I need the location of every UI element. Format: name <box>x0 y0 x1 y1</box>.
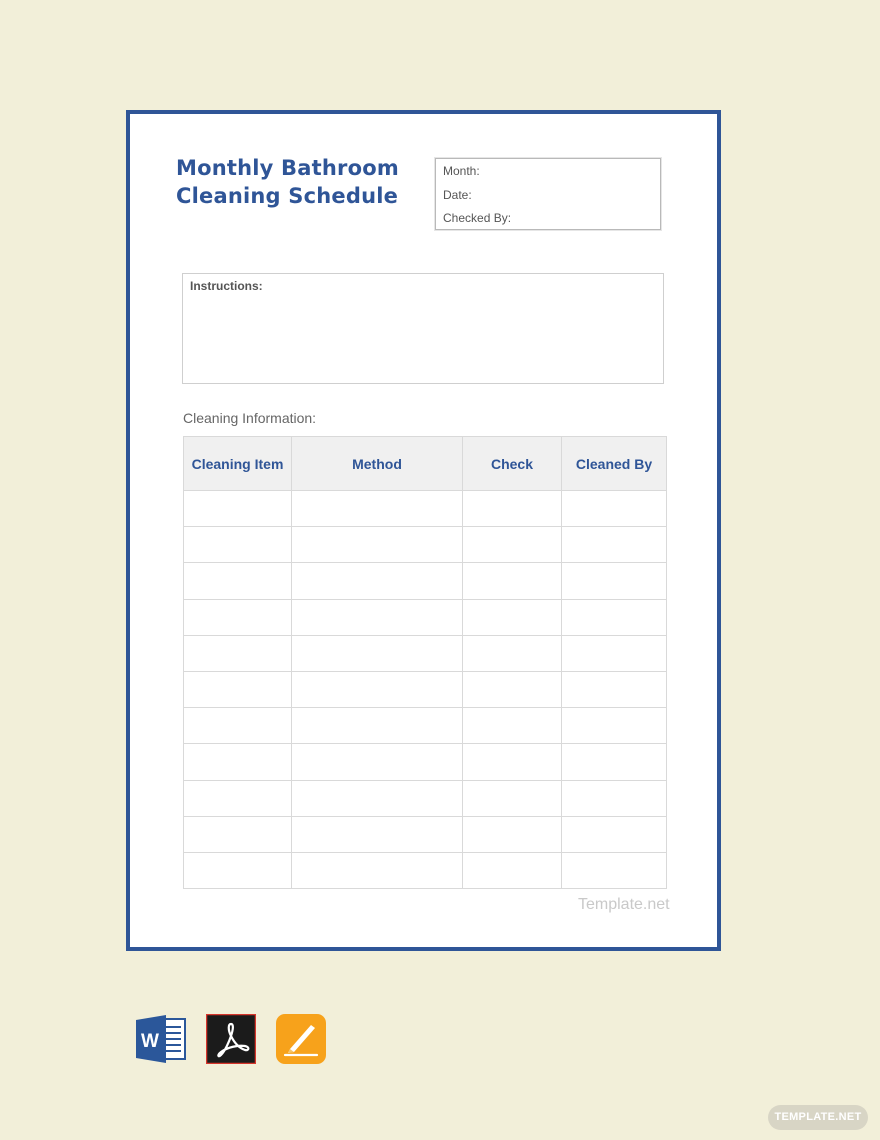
table-cell[interactable] <box>292 708 463 744</box>
table-cell[interactable] <box>184 671 292 707</box>
table-body <box>184 491 667 889</box>
date-label: Date: <box>443 187 472 202</box>
table-cell[interactable] <box>562 816 667 852</box>
table-cell[interactable] <box>463 635 562 671</box>
table-row <box>184 635 667 671</box>
table-cell[interactable] <box>292 780 463 816</box>
table-row <box>184 599 667 635</box>
template-net-badge[interactable]: TEMPLATE.NET <box>768 1105 868 1130</box>
table-cell[interactable] <box>562 671 667 707</box>
table-cell[interactable] <box>562 744 667 780</box>
word-letter: W <box>141 1031 159 1052</box>
table-row <box>184 816 667 852</box>
acrobat-pdf-icon[interactable] <box>206 1014 256 1064</box>
table-cell[interactable] <box>463 491 562 527</box>
table-cell[interactable] <box>292 635 463 671</box>
table-row <box>184 527 667 563</box>
table-cell[interactable] <box>292 527 463 563</box>
instructions-label: Instructions: <box>190 279 263 293</box>
header-method: Method <box>292 437 463 491</box>
table-cell[interactable] <box>562 527 667 563</box>
document-page <box>126 110 721 951</box>
table-cell[interactable] <box>184 708 292 744</box>
table-cell[interactable] <box>292 671 463 707</box>
table-cell[interactable] <box>463 671 562 707</box>
table-cell[interactable] <box>463 816 562 852</box>
title-line-1: Monthly Bathroom <box>176 156 399 180</box>
header-cleaned-by: Cleaned By <box>562 437 667 491</box>
table-cell[interactable] <box>463 527 562 563</box>
table-row <box>184 491 667 527</box>
header-check: Check <box>463 437 562 491</box>
table-cell[interactable] <box>184 491 292 527</box>
table-cell[interactable] <box>184 527 292 563</box>
table-cell[interactable] <box>184 563 292 599</box>
table-row <box>184 852 667 888</box>
table-cell[interactable] <box>562 599 667 635</box>
table-cell[interactable] <box>463 744 562 780</box>
table-cell[interactable] <box>292 491 463 527</box>
cleaning-info-label: Cleaning Information: <box>183 410 317 426</box>
table-row <box>184 780 667 816</box>
table-cell[interactable] <box>463 852 562 888</box>
apple-pages-icon[interactable] <box>276 1014 326 1064</box>
table-cell[interactable] <box>292 852 463 888</box>
table-row <box>184 671 667 707</box>
watermark: Template.net <box>578 896 670 913</box>
table-header-row <box>184 437 667 491</box>
table-cell[interactable] <box>184 635 292 671</box>
instructions-box <box>182 273 664 384</box>
table-cell[interactable] <box>562 780 667 816</box>
month-label: Month: <box>443 164 480 178</box>
table-cell[interactable] <box>562 563 667 599</box>
page-title <box>176 154 399 210</box>
table-cell[interactable] <box>184 599 292 635</box>
word-icon[interactable] <box>136 1014 186 1064</box>
table-cell[interactable] <box>292 563 463 599</box>
table-cell[interactable] <box>463 780 562 816</box>
table-cell[interactable] <box>463 708 562 744</box>
table-cell[interactable] <box>562 635 667 671</box>
title-line-2: Cleaning Schedule <box>176 184 399 208</box>
meta-info-box <box>435 158 661 230</box>
table-cell[interactable] <box>292 816 463 852</box>
table-cell[interactable] <box>292 599 463 635</box>
table-cell[interactable] <box>184 744 292 780</box>
header-cleaning-item: Cleaning Item <box>184 437 292 491</box>
table-cell[interactable] <box>292 744 463 780</box>
table-row <box>184 744 667 780</box>
table-cell[interactable] <box>562 852 667 888</box>
checked-by-label: Checked By: <box>443 211 512 225</box>
table-cell[interactable] <box>184 816 292 852</box>
table-row <box>184 563 667 599</box>
table-cell[interactable] <box>463 599 562 635</box>
table-cell[interactable] <box>562 491 667 527</box>
table-cell[interactable] <box>184 852 292 888</box>
table-cell[interactable] <box>562 708 667 744</box>
table-cell[interactable] <box>463 563 562 599</box>
cleaning-table <box>183 436 667 889</box>
table-row <box>184 708 667 744</box>
table-cell[interactable] <box>184 780 292 816</box>
